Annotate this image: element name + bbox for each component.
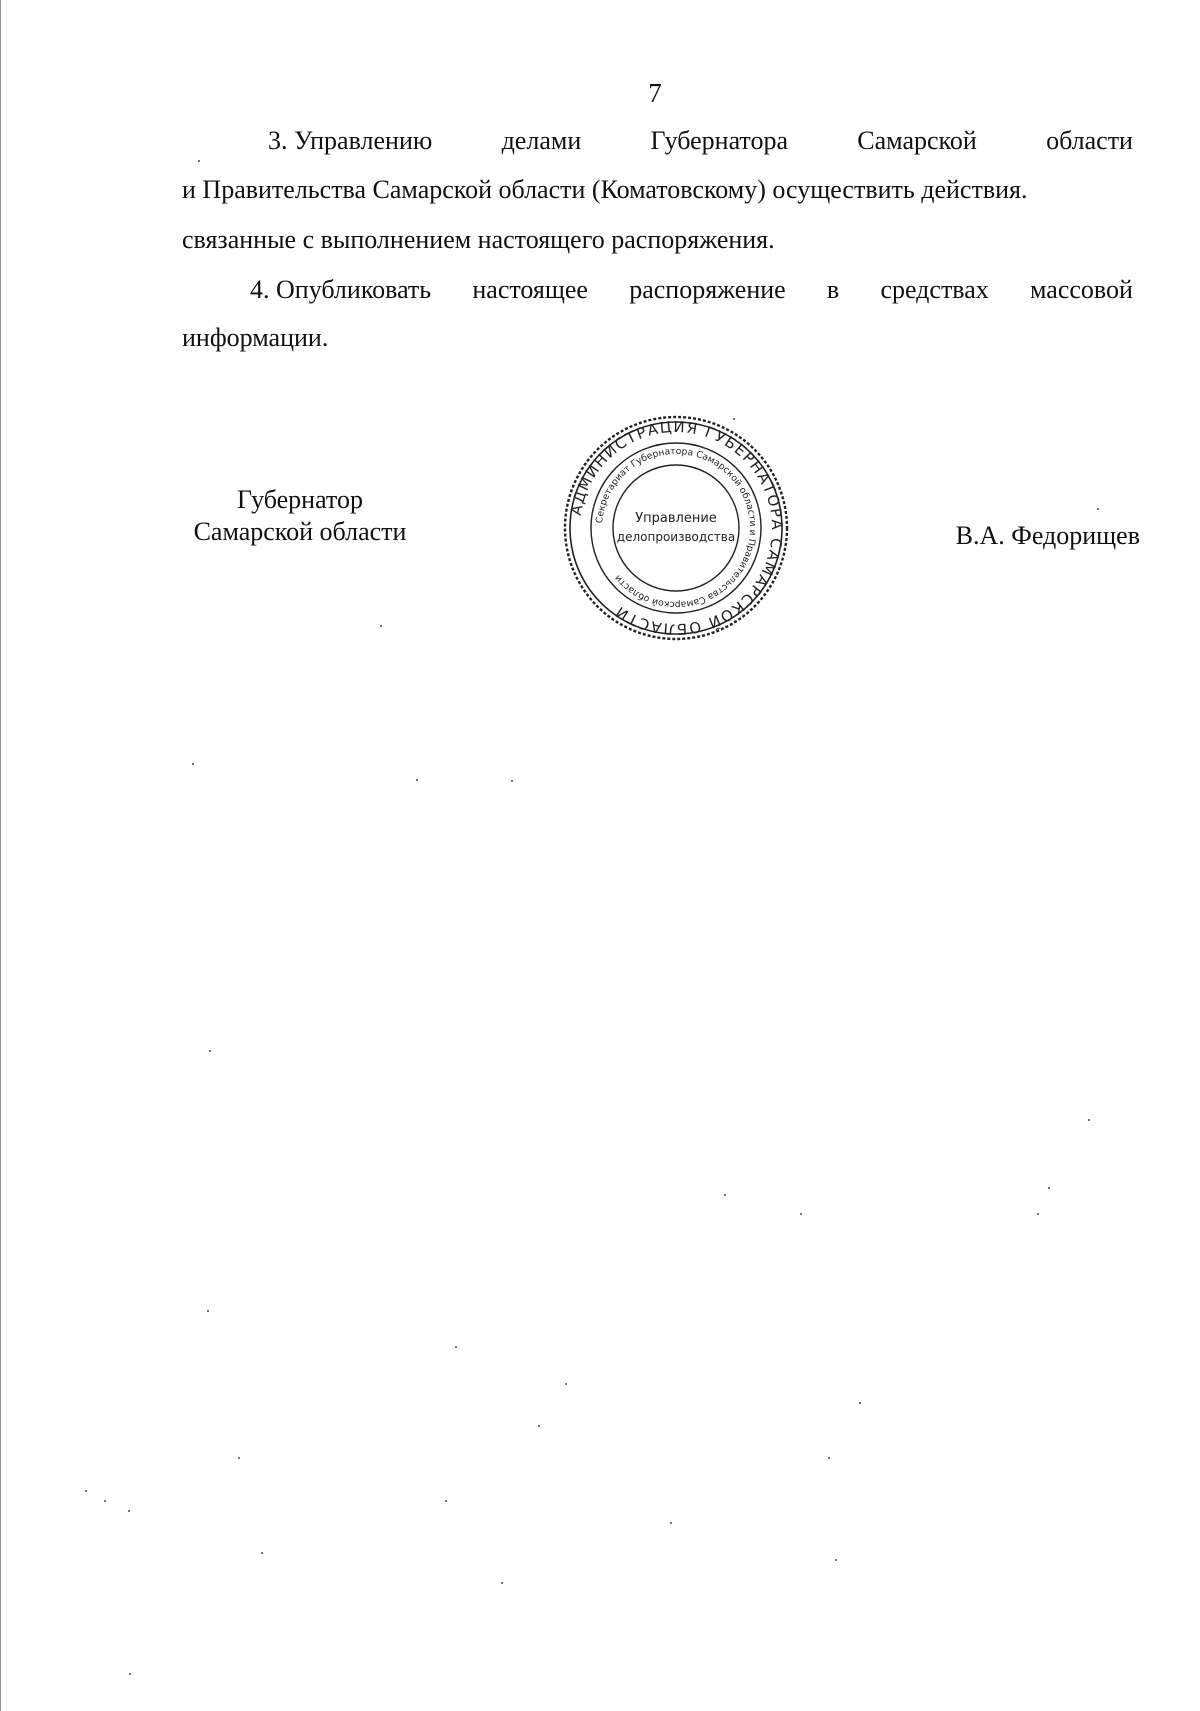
word: делами — [501, 126, 582, 155]
paragraph-4-line-1 — [182, 274, 1133, 306]
scan-speck — [455, 1346, 457, 1348]
scan-speck — [1037, 1213, 1039, 1215]
scan-speck — [501, 1582, 503, 1584]
scan-edge — [0, 0, 1, 1711]
scan-speck — [828, 1457, 830, 1459]
scan-speck — [192, 763, 194, 765]
word: распоряжение — [629, 275, 786, 304]
scan-speck — [129, 1673, 131, 1675]
page-number: 7 — [648, 78, 662, 108]
scan-speck — [724, 1194, 726, 1196]
scan-speck — [207, 1310, 209, 1312]
seal-center-line-2: делопроизводства — [616, 530, 736, 544]
scan-speck — [261, 1552, 263, 1554]
signatory-name: В.А. Федорищев — [955, 521, 1140, 550]
word: средствах — [880, 275, 989, 304]
word: Самарской — [857, 126, 977, 155]
paragraph-3-line-1 — [182, 125, 1133, 157]
seal-center-line-1: Управление — [635, 511, 717, 526]
word: области — [1046, 126, 1133, 155]
scan-speck — [859, 1402, 861, 1404]
signatory-title-line-1: Губернатор — [237, 485, 363, 514]
scan-speck — [416, 779, 418, 781]
seal-inner-text: Секретариат Губернатора Самарской области и Правительства Самарской области — [594, 445, 759, 611]
scan-speck — [835, 1559, 837, 1561]
scan-speck — [1048, 1187, 1050, 1189]
scan-speck — [538, 1425, 540, 1427]
scan-speck — [445, 1500, 447, 1502]
scan-speck — [733, 418, 735, 420]
seal-outer-text: АДМИНИСТРАЦИЯ ГУБЕРНАТОРА САМАРСКОЙ ОБЛАСТИ — [566, 417, 787, 639]
scan-speck — [670, 1522, 672, 1524]
paragraph-3-line-2: и Правительства Самарской области (Коматовскому) осуществить действия. — [182, 175, 1028, 204]
scan-speck — [1097, 508, 1099, 510]
scan-speck — [380, 625, 382, 627]
scan-speck — [800, 1213, 802, 1215]
signatory-title — [180, 484, 420, 548]
scan-speck — [209, 1050, 211, 1052]
word: массовой — [1030, 275, 1133, 304]
paragraph-3-line-3: связанные с выполнением настоящего распоряжения. — [182, 225, 775, 254]
scan-speck — [85, 1490, 87, 1492]
signatory-title-line-2: Самарской области — [193, 517, 407, 546]
scan-speck — [238, 1457, 240, 1459]
scan-speck — [565, 1383, 567, 1385]
word: Губернатора — [650, 126, 788, 155]
scan-speck — [511, 780, 513, 782]
scan-speck — [198, 160, 200, 162]
word: в — [826, 275, 840, 304]
scan-speck — [104, 1500, 106, 1502]
scan-speck — [128, 1510, 130, 1512]
scan-speck — [1088, 1119, 1090, 1121]
word: настоящее — [472, 275, 588, 304]
paragraph-4-line-2: информации. — [182, 323, 329, 352]
word: 4. Опубликовать — [250, 275, 432, 304]
official-seal — [562, 414, 790, 642]
word: 3. Управлению — [268, 126, 433, 155]
